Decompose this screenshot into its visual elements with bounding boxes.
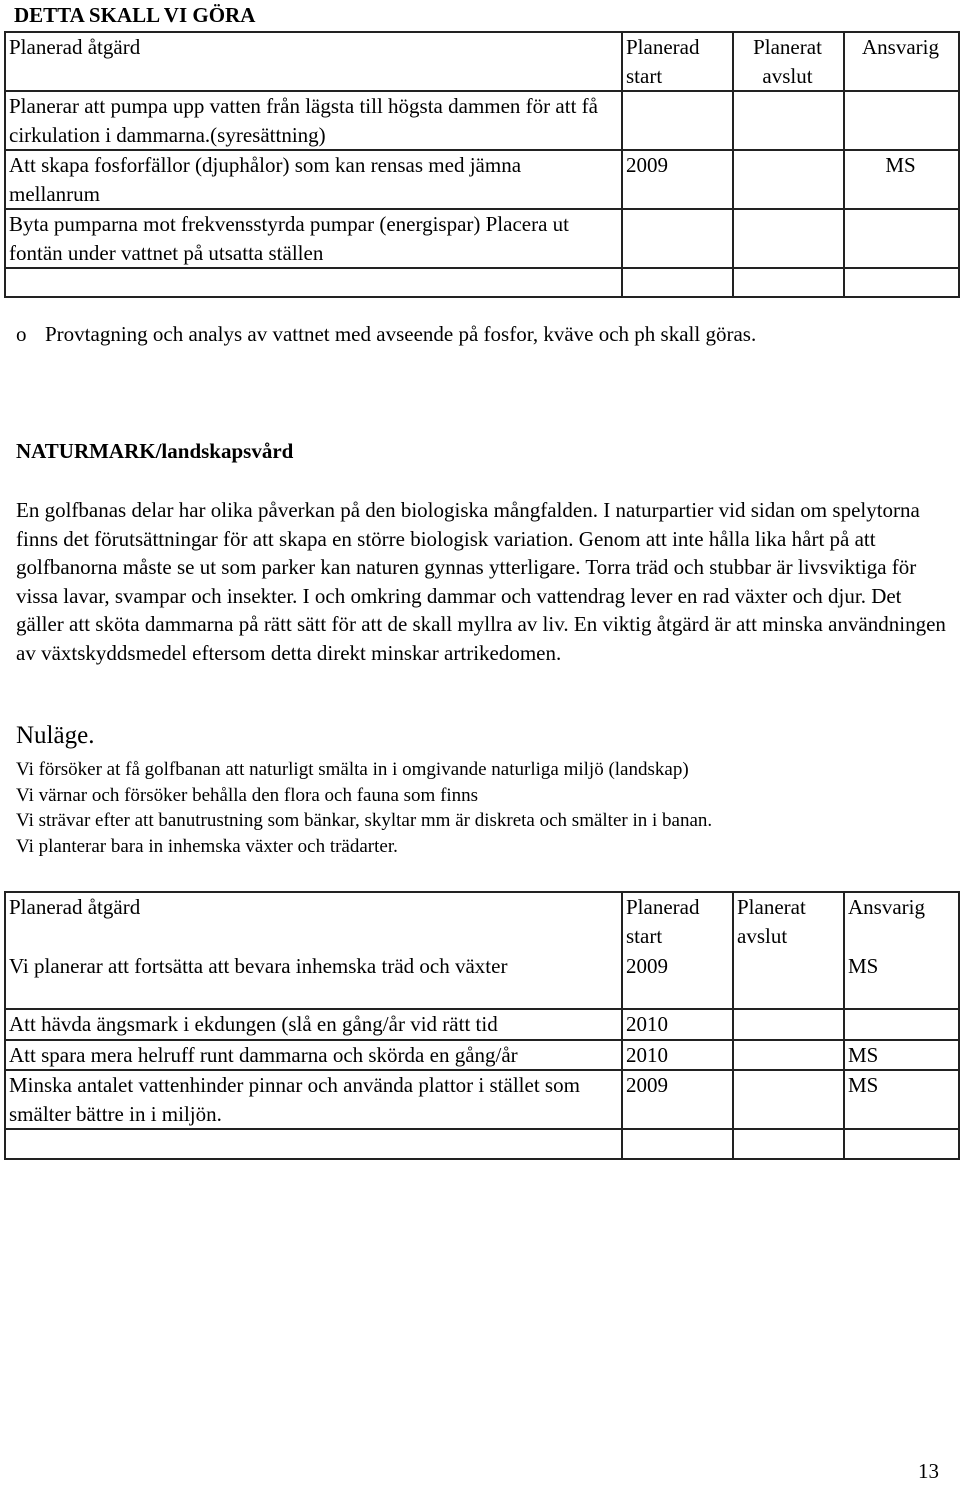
- header-planned-end: Planerat avslut: [733, 892, 844, 952]
- row-responsible: MS: [844, 1070, 959, 1129]
- row-responsible: MS: [844, 150, 959, 209]
- naturmark-paragraph: En golfbanas delar har olika påverkan på den biologiska mångfalden. I naturpartier vid sidan om spelytorna finns det förutsättningar för att skapa en större biologisk variation. Genom att inte hålla lika hårt på att golfbanorna måste se ut som parker kan naturen gynnas ytterligare. Torra träd och stubbar är livsviktiga för vissa lavar, svampar och insekter. I och omkring dammar och vattendrag lever en rad växter och djur. Det gäller att sköta dammarna på rätt sätt för att de skall myllra av liv. En viktig åtgärd är att minska användningen av växtskyddsmedel eftersom detta direkt minskar artrikedomen.: [16, 498, 946, 665]
- nulage-line: Vi planterar bara in inhemska växter och trädarter.: [16, 835, 398, 857]
- row-action: Minska antalet vattenhinder pinnar och använda plattor i stället som smälter bättre in i miljön.: [5, 1070, 622, 1129]
- row-start: 2009: [622, 150, 733, 209]
- row-end: [733, 1040, 844, 1071]
- bullet-item: [16, 320, 946, 349]
- table-row: [5, 1129, 959, 1159]
- nulage-heading: Nuläge.: [16, 722, 95, 749]
- row-start: 2010: [622, 1009, 733, 1040]
- nulage-line: Vi strävar efter att banutrustning som bänkar, skyltar mm är diskreta och smälter in i banan.: [16, 810, 713, 831]
- row-start: [622, 268, 733, 297]
- row-responsible: MS: [844, 952, 959, 1009]
- row-responsible: MS: [844, 1040, 959, 1071]
- header-planned-start: Planerad start: [622, 32, 733, 91]
- row-end: [733, 1009, 844, 1040]
- row-end: [733, 209, 844, 268]
- row-end: [733, 91, 844, 150]
- action-plan-table-2: [4, 891, 960, 1160]
- row-action: [5, 268, 622, 297]
- row-responsible: [844, 91, 959, 150]
- table-header-row: [5, 32, 959, 91]
- page-number: 13: [918, 1459, 939, 1483]
- table-row: [5, 268, 959, 297]
- header-planned-action: Planerad åtgärd: [5, 892, 622, 952]
- row-start: [622, 209, 733, 268]
- row-start: [622, 1129, 733, 1159]
- row-responsible: [844, 268, 959, 297]
- table-row: [5, 91, 959, 150]
- row-end: [733, 268, 844, 297]
- section-heading: DETTA SKALL VI GÖRA: [14, 3, 256, 27]
- action-plan-table-1: [4, 31, 960, 298]
- row-end: [733, 1070, 844, 1129]
- row-start: [622, 91, 733, 150]
- header-planned-action: Planerad åtgärd: [5, 32, 622, 91]
- row-action: Planerar att pumpa upp vatten från lägsta till högsta dammen för att få cirkulation i dammarna.(syresättning): [5, 91, 622, 150]
- header-planned-start: Planerad start: [622, 892, 733, 952]
- table-row: [5, 1009, 959, 1040]
- row-responsible: [844, 1009, 959, 1040]
- row-end: [733, 1129, 844, 1159]
- table-row: [5, 952, 959, 1009]
- row-action: Byta pumparna mot frekvensstyrda pumpar (energispar) Placera ut fontän under vattnet på utsatta ställen: [5, 209, 622, 268]
- row-start: 2009: [622, 952, 733, 1009]
- row-action: Vi planerar att fortsätta att bevara inhemska träd och växter: [5, 952, 622, 1009]
- row-action: [5, 1129, 622, 1159]
- nulage-line: Vi försöker at få golfbanan att naturligt smälta in i omgivande naturliga miljö (landskap): [16, 759, 689, 780]
- row-end: [733, 150, 844, 209]
- naturmark-heading: NATURMARK/landskapsvård: [16, 439, 294, 463]
- row-action: Att spara mera helruff runt dammarna och skörda en gång/år: [5, 1040, 622, 1071]
- header-responsible: Ansvarig: [844, 32, 959, 91]
- table-row: [5, 150, 959, 209]
- row-responsible: [844, 1129, 959, 1159]
- table-header-row: [5, 892, 959, 952]
- nulage-line: Vi värnar och försöker behålla den flora och fauna som finns: [16, 784, 479, 806]
- bullet-text: Provtagning och analys av vattnet med avseende på fosfor, kväve och ph skall göras.: [45, 322, 757, 346]
- row-end: [733, 952, 844, 1009]
- row-responsible: [844, 209, 959, 268]
- row-action: Att hävda ängsmark i ekdungen (slå en gång/år vid rätt tid: [5, 1009, 622, 1040]
- nulage-list: [16, 757, 946, 859]
- row-start: 2009: [622, 1070, 733, 1129]
- table-row: [5, 1040, 959, 1071]
- row-action: Att skapa fosforfällor (djuphålor) som kan rensas med jämna mellanrum: [5, 150, 622, 209]
- row-start: 2010: [622, 1040, 733, 1071]
- bullet-marker: o: [16, 322, 27, 346]
- header-responsible: Ansvarig: [844, 892, 959, 952]
- table-row: [5, 209, 959, 268]
- header-planned-end: Planerat avslut: [733, 32, 844, 91]
- table-row: [5, 1070, 959, 1129]
